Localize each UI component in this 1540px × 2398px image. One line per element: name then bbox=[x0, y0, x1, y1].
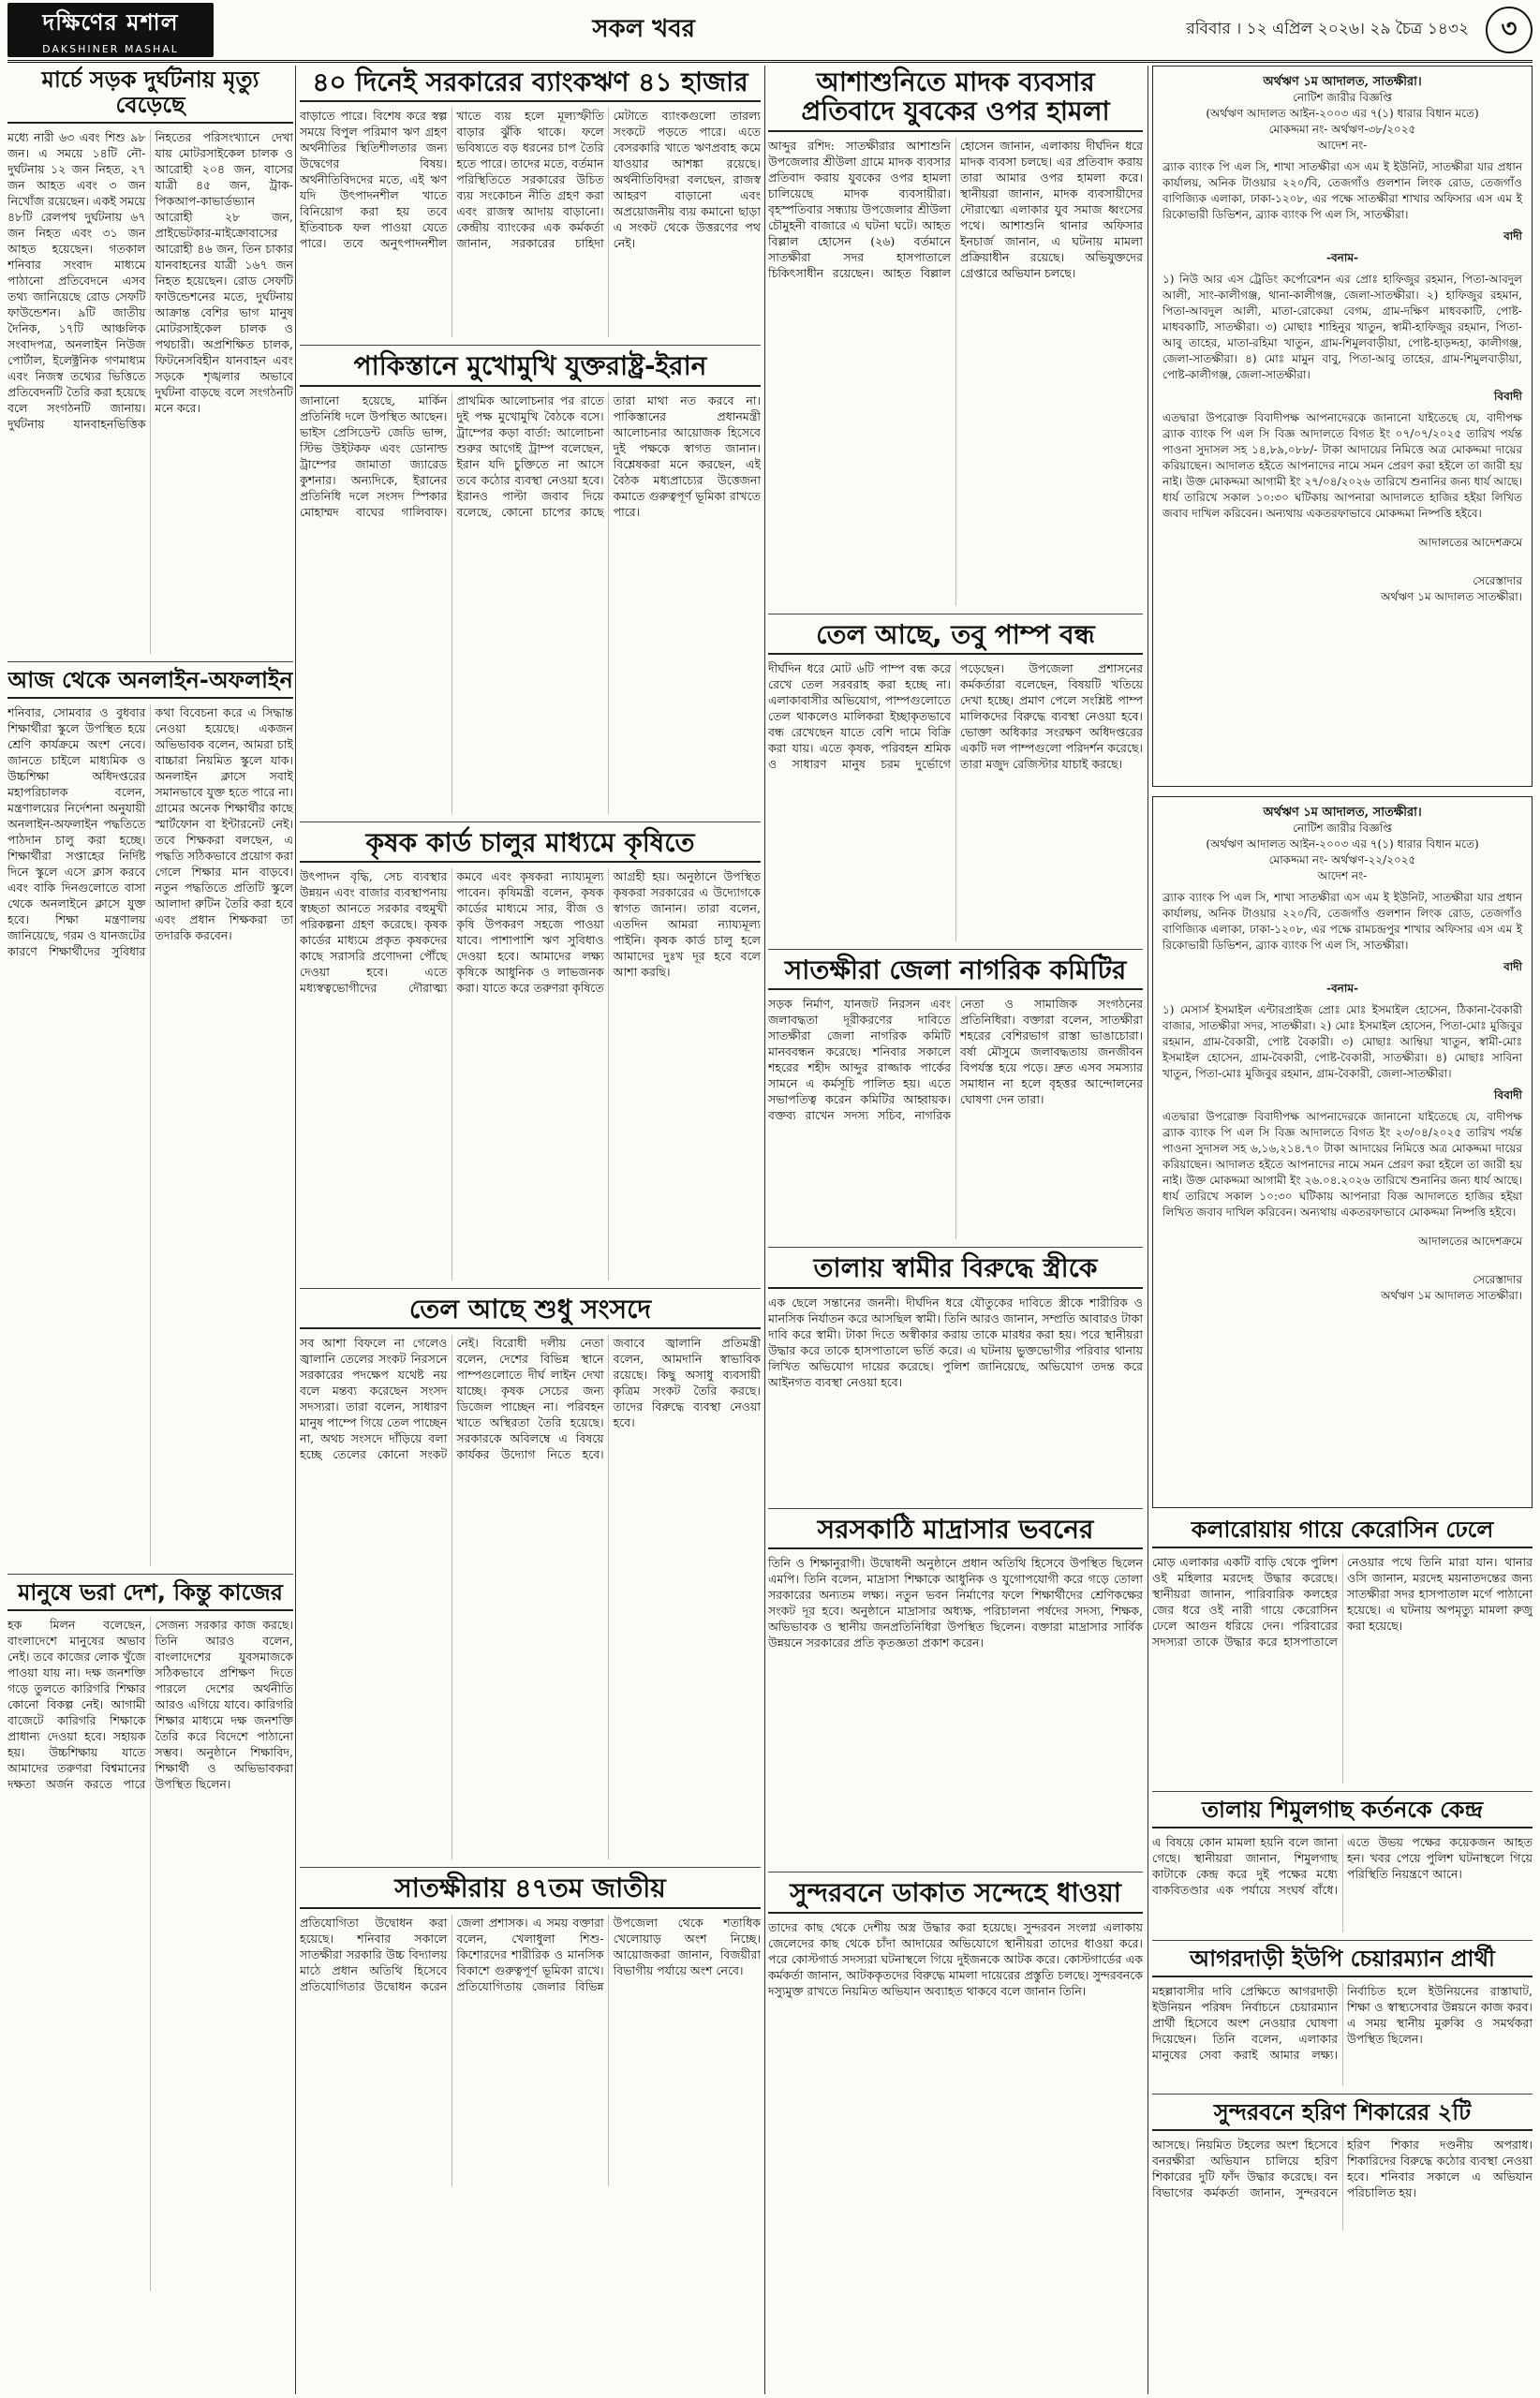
notice-defendant-role: বিবাদী bbox=[1493, 390, 1522, 403]
headline: আগরদাড়ী ইউপি চেয়ারম্যান প্রার্থী bbox=[1190, 1945, 1495, 1972]
headline: সাতক্ষীরা জেলা নাগরিক কমিটির bbox=[784, 955, 1127, 986]
notice-sign-clerk: সেরেস্তাদার bbox=[1473, 1273, 1522, 1286]
article-body: মধ্যে নারী ৬৩ এবং শিশু ৯৮ জন। এ সময়ে ১৪টি নৌ-দুর্ঘটনায় ১২ জন নিহত, ২৭ জন আহত এবং ৩ জন নিখোঁজ রয়েছেন। একই সময়ে ৪৮টি রেলপথ দুর্ঘটনায় ৬৭ জন নিহত এবং ৩১ জন আহত হয়েছেন। গতকাল শনিবার সংবাদ মাধ্যমে পাঠানো প্রতিবেদনে এসব তথ্য জানিয়েছে রোড সেফটি ফাউন্ডেশন। ৯টি জাতীয় দৈনিক, ১৭টি আঞ্চলিক সংবাদপত্র, অনলাইন নিউজ পোর্টাল, ইলেক্ট্রনিক গণমাধ্যম এবং নিজস্ব তথ্যের ভিত্তিতে প্রতিবেদনটি তৈরি করা হয়েছে বলে সংগঠনটি জানায়। দুর্ঘটনায় যানবাহনভিত্তিক নিহতের পরিসংখ্যানে দেখা যায় মোটরসাইকেল চালক ও আরোহী ২০৪ জন, বাসের যাত্রী ৪৫ জন, ট্রাক-পিকআপ-কাভার্ডভ্যান আরোহী ২৮ জন, প্রাইভেটকার-মাইক্রোবাসের আরোহী ৪৬ জন, তিন চাকার যানবাহনের যাত্রী ১৬৭ জন নিহত হয়েছেন। রোড সেফটি ফাউন্ডেশনের মতে, দুর্ঘটনায় আক্রান্ত বেশির ভাগ মানুষ মোটরসাইকেল চালক ও পথচারী। অপ্রশিক্ষিত চালক, ফিটনেসবিহীন যানবাহন এবং সড়কে শৃঙ্খলার অভাবে দুর্ঘটনা বাড়ছে বলে সংগঠনটি মনে করে। bbox=[7, 129, 293, 431]
notice-act: (অর্থঋণ আদালত আইন-২০০৩ এর ৭(১) ধারার বিধান মতে) bbox=[1206, 837, 1479, 851]
divider bbox=[300, 1907, 761, 1909]
article-road-accidents bbox=[7, 67, 293, 654]
article-madrasa-building bbox=[768, 1515, 1143, 1864]
divider bbox=[1152, 1976, 1533, 1977]
article-agardari-candidate bbox=[1152, 1947, 1533, 2086]
column-3 bbox=[768, 66, 1143, 2189]
divider bbox=[768, 1508, 1143, 1509]
legal-notice-1 bbox=[1152, 66, 1533, 787]
article-body: আসছে। নিয়মিত টহলের অংশ হিসেবে বনরক্ষীরা অভিযান চালিয়ে হরিণ শিকারের দুটি ফাঁদ উদ্ধার করেছে। বন বিভাগের কর্মকর্তা জানান, সুন্দরবনে হরিণ শিকার দণ্ডনীয় অপরাধ। শিকারিদের বিরুদ্ধে কঠোর ব্যবস্থা নেওয়া হবে। শনিবার সকালে এ অভিযান পরিচালিত হয়। bbox=[1152, 2137, 1533, 2199]
article-body: এক ছেলে সন্তানের জননী। দীর্ঘদিন ধরে যৌতুকের দাবিতে স্ত্রীকে শারীরিক ও মানসিক নির্যাতন করে আসছিল স্বামী। তিনি আরও জানান, সম্প্রতি আবারও টাকা দাবি করে স্বামী। টাকা দিতে অস্বীকার করায় তাকে মারধর করা হয়। পরে স্থানীয়রা উদ্ধার করে তাকে হাসপাতালে ভর্তি করে। এ ঘটনায় ভুক্তভোগীর পরিবার থানায় লিখিত অভিযোগ দায়ের করেছে। পুলিশ জানিয়েছে, অভিযোগ তদন্ত করে আইনগত ব্যবস্থা নেওয়া হবে। bbox=[768, 1295, 1143, 1389]
headline: তালায় স্বামীর বিরুদ্ধে স্ত্রীকে bbox=[813, 1252, 1098, 1284]
notice-defendant-role: বিবাদী bbox=[1493, 1088, 1522, 1102]
article-body: উৎপাদন বৃদ্ধি, সেচ ব্যবস্থার উন্নয়ন এবং বাজার ব্যবস্থাপনায় স্বচ্ছতা আনতে সরকার বহুমুখী পরিকল্পনা গ্রহণ করেছে। কৃষক কার্ডের মাধ্যমে প্রকৃত কৃষকদের কাছে সরাসরি প্রণোদনা পৌঁছে দেওয়া হবে। এতে মধ্যস্বত্বভোগীদের দৌরাত্ম্য কমবে এবং কৃষকরা ন্যায্যমূল্য পাবেন। কৃষিমন্ত্রী বলেন, কৃষক কার্ডের মাধ্যমে সার, বীজ ও কৃষি উপকরণ সহজে পাওয়া যাবে। পাশাপাশি ঋণ সুবিধাও দেওয়া হবে। আমাদের লক্ষ্য কৃষিকে আধুনিক ও লাভজনক করা। যাতে করে তরুণরা কৃষিতে আগ্রহী হয়। অনুষ্ঠানে উপস্থিত কৃষকরা সরকারের এ উদ্যোগকে স্বাগত জানান। তারা বলেন, এতদিন আমরা ন্যায্যমূল্য পাইনি। কৃষক কার্ড চালু হলে আমাদের দুঃখ দূর হবে বলে আশা করছি। bbox=[300, 869, 761, 996]
divider bbox=[768, 949, 1143, 950]
article-pump-closed bbox=[768, 620, 1143, 941]
headline: কলারোয়ায় গায়ে কেরোসিন ঢেলে bbox=[1191, 1517, 1494, 1543]
article-kalaroa-kerosene bbox=[1152, 1517, 1533, 1784]
divider bbox=[768, 1547, 1143, 1549]
article-body: বাড়াতে পারে। বিশেষ করে স্বল্প সময়ে বিপুল পরিমাণ ঋণ গ্রহণ অর্থনীতির স্থিতিশীলতার জন্য উদ্বেগের বিষয়। অর্থনীতিবিদদের মতে, এই ঋণ যদি উৎপাদনশীল খাতে বিনিয়োগ করা হয় তবে ইতিবাচক ফল পাওয়া যেতে পারে। তবে অনুৎপাদনশীল খাতে ব্যয় হলে মূল্যস্ফীতি বাড়ার ঝুঁকি থাকে। ফলে ভবিষ্যতে বড় ধরনের চাপ তৈরি হতে পারে। তাদের মতে, বর্তমান পরিস্থিতিতে সরকারের উচিত ব্যয় সংকোচন নীতি গ্রহণ করা এবং রাজস্ব আদায় বাড়ানো। কেন্দ্রীয় ব্যাংকের এক কর্মকর্তা জানান, সরকারের চাহিদা মেটাতে ব্যাংকগুলো তারল্য সংকটে পড়তে পারে। এতে বেসরকারি খাতে ঋণপ্রবাহ কমে যাওয়ার আশঙ্কা রয়েছে। অর্থনীতিবিদরা বলছেন, রাজস্ব আহরণ বাড়ানো এবং অপ্রয়োজনীয় ব্যয় কমানো ছাড়া এ সংকট থেকে উত্তরণের পথ নেই। bbox=[300, 109, 761, 251]
notice-case: মোকদ্দমা নং- অর্থঋণ-২২/২০২৫ bbox=[1268, 853, 1416, 866]
column-1 bbox=[7, 66, 293, 2299]
notice-plaintiff: ব্র্যাক ব্যাংক পি এল সি, শাখা সাতক্ষীরা এস এম ই ইউনিট, সাতক্ষীরা যার প্রধান কার্যালয়, অনিক টাওয়ার ২২০/বি, তেজগাঁও গুলশান লিংক রোড, তেজগাঁও বাণিজ্যিক এলাকা, ঢাকা-১২০৮, এর পক্ষে সাতক্ষীরা শাখার অফিসার এস এম ই রিকোভারী ডিভিশন, ব্র্যাক ব্যাংক পি এল সি, সাতক্ষীরা। bbox=[1162, 160, 1522, 221]
headline: তেল আছে, তবু পাম্প বন্ধ bbox=[816, 618, 1095, 650]
article-body: দীর্ঘদিন ধরে মোট ৬টি পাম্প বন্ধ করে রেখে তেল সরবরাহ করা হচ্ছে না। এলাকাবাসীর অভিযোগ, পাম্পগুলোতে তেল থাকলেও মালিকরা ইচ্ছাকৃতভাবে বন্ধ রেখেছেন যাতে বেশি দামে বিক্রি করা যায়। এতে কৃষক, পরিবহন শ্রমিক ও সাধারণ মানুষ চরম দুর্ভোগে পড়েছেন। উপজেলা প্রশাসনের কর্মকর্তারা বলেছেন, বিষয়টি খতিয়ে দেখা হচ্ছে। প্রমাণ পেলে সংশ্লিষ্ট পাম্প মালিকদের বিরুদ্ধে ব্যবস্থা নেওয়া হবে। ভোক্তা অধিকার সংরক্ষণ অধিদপ্তরের একটি দল পাম্পগুলো পরিদর্শন করেছে। তারা মজুদ রেজিস্টার যাচাই করছে। bbox=[768, 661, 1143, 772]
column-divider bbox=[764, 66, 765, 2394]
article-farmer-card bbox=[300, 828, 761, 1280]
notice-versus: -বনাম- bbox=[1326, 982, 1358, 995]
issue-date: রবিবার । ১২ এপ্রিল ২০২৬। ২৯ চৈত্র ১৪৩২ bbox=[1186, 20, 1469, 38]
notice-text: এতদ্বারা উপরোক্ত বিবাদীপক্ষ আপনাদেরকে জানানো যাইতেছে যে, বাদীপক্ষ ব্র্যাক ব্যাংক পি এল সি বিজ্ঞ আদালতে বিগত ইং ২৩/০৪/২০২৫ তারিখ পর্যন্ত পাওনা সুদাসল সহ ৬,১৬,২১৪.৭০ টাকা আদায়ের নিমিত্তে অত্র মোকদ্দমা দায়ের করিয়াছেন। আদালত হইতে আপনাদের নামে সমন প্রেরণ করা হইলে তা জারী হয় নাই। উক্ত মোকদ্দমা আগামী ইং ২৬.০৪.২০২৬ তারিখে শুনানির জন্য ধার্য আছে। ধার্য তারিখে সকাল ১০:৩০ ঘটিকায় আপনারা বিজ্ঞ আদালতে হাজির হইয়া লিখিত জবাব দাখিল করিবেন। অন্যথায় একতরফাভাবে মোকদ্দমা নিষ্পত্তি হইবে। bbox=[1162, 1110, 1522, 1219]
notice-defendants: ১) নিউ আর এস ট্রেডিং কর্পোরেশন এর প্রোঃ হাফিজুর রহমান, পিতা-আবদুল আলী, সাং-কালীগঞ্জ, থানা-কালীগঞ্জ, জেলা-সাতক্ষীরা। ২) হাফিজুর রহমান, পিতা-আবদুল আলী, মাতা-রোকেয়া বেগম, গ্রাম-দক্ষিণ মাধবকাটি, পোষ্ট-মাধবকাটি, সাতক্ষীরা। ৩) মোছাঃ শাহিনুর খাতুন, স্বামী-হাফিজুর রহমান, পিতা-আবু তাহের, মাতা-রহিমা খাতুন, গ্রাম-শিমুলবাড়ীয়া, পোষ্ট-হাড়দ্দহা, কালীগঞ্জ, জেলা-সাতক্ষীরা। ৪) মোঃ মামুন বাবু, পিতা-আবু তাহের, গ্রাম-শিমুলবাড়ীয়া, পোষ্ট-কালীগঞ্জ, জেলা-সাতক্ষীরা। bbox=[1162, 273, 1522, 381]
divider bbox=[768, 130, 1143, 132]
headline: পাকিস্তানে মুখোমুখি যুক্তরাষ্ট্র-ইরান bbox=[353, 350, 707, 382]
article-body: তিনি ও শিক্ষানুরাগী। উদ্বোধনী অনুষ্ঠানে প্রধান অতিথি হিসেবে উপস্থিত ছিলেন এমপি। তিনি বলেন, মাদ্রাসা শিক্ষাকে আধুনিক ও যুগোপযোগী করে গড়ে তোলা সরকারের অন্যতম লক্ষ্য। নতুন ভবন নির্মাণের ফলে শিক্ষার্থীদের শ্রেণিকক্ষের সংকট দূর হবে। অনুষ্ঠানে মাদ্রাসার অধ্যক্ষ, পরিচালনা পর্ষদের সদস্য, শিক্ষক, অভিভাবক ও স্থানীয় জনপ্রতিনিধিরা উপস্থিত ছিলেন। বক্তারা মাদ্রাসার সার্বিক উন্নয়নে সরকারের প্রতি কৃতজ্ঞতা প্রকাশ করেন। bbox=[768, 1556, 1143, 1650]
page-number: ৩ bbox=[1486, 7, 1533, 53]
divider bbox=[300, 1288, 761, 1289]
divider bbox=[300, 100, 761, 102]
logo-bangla: দক্ষিণের মশাল bbox=[42, 8, 179, 36]
headline: আশাশুনিতে মাদক ব্যবসার প্রতিবাদে যুবকের ওপর হামলা bbox=[801, 67, 1110, 127]
column-divider bbox=[295, 66, 296, 2394]
notice-plaintiff-role: বাদী bbox=[1503, 229, 1522, 243]
notice-kind: নোটিশ জারীর বিজ্ঞপ্তি bbox=[1293, 91, 1392, 104]
divider bbox=[1152, 1791, 1533, 1792]
divider bbox=[1152, 2094, 1533, 2095]
notice-sign-court: অর্থঋণ ১ম আদালত সাতক্ষীরা। bbox=[1381, 1289, 1522, 1302]
divider bbox=[768, 1912, 1143, 1914]
article-citizen-committee bbox=[768, 955, 1143, 1239]
masthead bbox=[7, 0, 1533, 63]
article-body: মোড় এলাকার একটি বাড়ি থেকে পুলিশ ওই মহিলার মরদেহ উদ্ধার করেছে। স্থানীয়রা জানান, পারিবারিক কলহের জের ধরে ওই নারী গায়ে কেরোসিন ঢেলে আগুন ধরিয়ে দেন। পরিবারের সদস্যরা তাকে উদ্ধার করে হাসপাতালে নেওয়ার পথে তিনি মারা যান। থানার ওসি জানান, মরদেহ ময়নাতদন্তের জন্য সাতক্ষীরা সদর হাসপাতাল মর্গে পাঠানো হয়েছে। এ ঘটনায় অপমৃত্যু মামলা রুজু করা হয়েছে। bbox=[1152, 1554, 1533, 1649]
logo-english: DAKSHINER MASHAL bbox=[42, 42, 179, 55]
notice-versus: -বনাম- bbox=[1326, 251, 1358, 264]
article-body: সড়ক নির্মাণ, যানজট নিরসন এবং জলাবদ্ধতা দূরীকরণের দাবিতে সাতক্ষীরা জেলা নাগরিক কমিটি মানববন্ধন করেছে। শনিবার সকালে শহরের শহীদ আব্দুর রাজ্জাক পার্কের সামনে এ কর্মসূচি পালিত হয়। এতে সভাপতিত্ব করেন কমিটির আহ্বায়ক। বক্তব্য রাখেন সদস্য সচিব, নাগরিক নেতা ও সামাজিক সংগঠনের প্রতিনিধিরা। বক্তারা বলেন, সাতক্ষীরা শহরের বেশিরভাগ রাস্তা ভাঙাচোরা। বর্ষা মৌসুমে জলাবদ্ধতায় জনজীবন বিপর্যস্ত হয়ে পড়ে। দ্রুত এসব সমস্যার সমাধান না হলে বৃহত্তর আন্দোলনের ঘোষণা দেন তারা। bbox=[768, 997, 1143, 1123]
notice-kind: নোটিশ জারীর বিজ্ঞপ্তি bbox=[1293, 822, 1392, 835]
divider bbox=[300, 345, 761, 346]
notice-case: মোকদ্দমা নং- অর্থঋণ-৩৮/২০২৫ bbox=[1268, 123, 1416, 136]
headline: সুন্দরবনে হরিণ শিকারের ২টি bbox=[1213, 2098, 1472, 2125]
notice-sign-court: অর্থঋণ ১ম আদালত সাতক্ষীরা। bbox=[1381, 590, 1522, 603]
notice-text: এতদ্বারা উপরোক্ত বিবাদীপক্ষ আপনাদেরকে জানানো যাইতেছে যে, বাদীপক্ষ ব্র্যাক ব্যাংক পি এল সি বিজ্ঞ আদালতে বিগত ইং ০৭/০৭/২০২৫ তারিখ পর্যন্ত পাওনা সুদাসল সহ ১৪,৮৯,০৮৮/- টাকা আদায়ের নিমিত্তে অত্র মোকদ্দমা দায়ের করিয়াছেন। আদালত হইতে আপনাদের নামে সমন প্রেরণ করা হইলে তা জারী হয় নাই। উক্ত মোকদ্দমা আগামী ইং ২৭/০৪/২০২৬ তারিখে শুনানির জন্য ধার্য আছে। ধার্য তারিখে সকাল ১০:৩০ ঘটিকায় আপনারা আদালতে হাজির হইয়া লিখিত জবাব দাখিল করিবেন। অন্যথায় একতরফাভাবে মোকদ্দমা নিষ্পত্তি হইবে। bbox=[1162, 411, 1522, 520]
divider bbox=[768, 988, 1143, 990]
divider bbox=[300, 861, 761, 863]
notice-order: আদেশ নং- bbox=[1317, 869, 1368, 882]
headline: তেল আছে শুধু সংসদে bbox=[408, 1294, 652, 1325]
article-body: জানানো হয়েছে, মার্কিন প্রতিনিধি দলে উপস্থিত আছেন। ভাইস প্রেসিডেন্ট জেডি ভান্স, স্টিভ উইটকফ এবং ডোনাল্ড ট্রাম্পের জামাতা জ্যারেড কুশনার। অন্যদিকে, ইরানের প্রতিনিধি দলে সংসদ স্পিকার মোহাম্মদ বাঘের গালিবাফ। প্রাথমিক আলোচনার পর রাতে দুই পক্ষ মুখোমুখি বৈঠকে বসে। ট্রাম্পের কড়া বার্তা: আলোচনা শুরুর আগেই ট্রাম্প বলেছেন, ইরান যদি চুক্তিতে না আসে তবে কঠোর ব্যবস্থা নেওয়া হবে। ইরানও পাল্টা জবাব দিয়ে বলেছে, কোনো চাপের কাছে তারা মাথা নত করবে না। পাকিস্তানের প্রধানমন্ত্রী আলোচনার আয়োজক হিসেবে দুই পক্ষকে স্বাগত জানান। বিশ্লেষকরা মনে করছেন, এই বৈঠক মধ্যপ্রাচ্যের উত্তেজনা কমাতে গুরুত্বপূর্ণ ভূমিকা রাখতে পারে। bbox=[300, 392, 761, 519]
headline: কৃষক কার্ড চালুর মাধ্যমে কৃষিতে bbox=[365, 826, 695, 858]
column-4 bbox=[1152, 66, 1533, 2238]
headline: মার্চে সড়ক দুর্ঘটনায় মৃত্যু বেড়েছে bbox=[41, 67, 259, 118]
divider bbox=[768, 1287, 1143, 1289]
divider bbox=[300, 385, 761, 387]
article-deer-traps bbox=[1152, 2100, 1533, 2230]
article-body: এ বিষয়ে কোন মামলা হয়নি বলে জানা গেছে। স্থানীয়রা জানান, শিমুলগাছ কাটাকে কেন্দ্র করে দুই পক্ষের মধ্যে বাকবিতণ্ডার এক পর্যায়ে সংঘর্ষ বাঁধে। এতে উভয় পক্ষের কয়েকজন আহত হন। খবর পেয়ে পুলিশ ঘটনাস্থলে গিয়ে পরিস্থিতি নিয়ন্ত্রণে আনে। bbox=[1152, 1834, 1533, 1897]
divider bbox=[1152, 1547, 1533, 1548]
legal-notice-2 bbox=[1152, 796, 1533, 1508]
notice-plaintiff-role: বাদী bbox=[1503, 960, 1522, 973]
article-ashashuni-attack bbox=[768, 67, 1143, 606]
divider bbox=[1152, 1827, 1533, 1828]
notice-plaintiff: ব্র্যাক ব্যাংক পি এল সি, শাখা সাতক্ষীরা এস এম ই ইউনিট, সাতক্ষীরা যার প্রধান কার্যালয়, অনিক টাওয়ার ২২০/বি, তেজগাঁও গুলশান লিংক রোড, তেজগাঁও বাণিজ্যিক এলাকা, ঢাকা-১২০৮, এর পক্ষে রামচন্দ্রপুর শাখার অফিসার এস এম ই রিকোভারী ডিভিশন, ব্র্যাক ব্যাংক পি এল সি, সাতক্ষীরা। bbox=[1162, 891, 1522, 952]
headline: সুন্দরবনে ডাকাত সন্দেহে ধাওয়া bbox=[790, 1877, 1121, 1909]
divider bbox=[300, 1327, 761, 1329]
divider bbox=[7, 1574, 293, 1575]
newspaper-logo bbox=[7, 3, 214, 57]
headline: আজ থেকে অনলাইন-অফলাইন bbox=[7, 666, 293, 693]
article-body: প্রতিযোগিতা উদ্বোধন করা হয়েছে। শনিবার সকালে সাতক্ষীরা সরকারি উচ্চ বিদ্যালয় মাঠে প্রধান অতিথি হিসেবে প্রতিযোগিতার উদ্বোধন করেন জেলা প্রশাসক। এ সময় বক্তারা বলেন, খেলাধুলা শিশু-কিশোরদের শারীরিক ও মানসিক বিকাশে গুরুত্বপূর্ণ ভূমিকা রাখে। প্রতিযোগিতায় জেলার বিভিন্ন উপজেলা থেকে শতাধিক খেলোয়াড় অংশ নিচ্ছে। আয়োজকরা জানান, বিজয়ীরা বিভাগীয় পর্যায়ে অংশ নেবে। bbox=[300, 1915, 761, 1993]
article-skilled-workforce bbox=[7, 1580, 293, 2291]
divider bbox=[7, 1609, 293, 1611]
article-body: হক মিলন বলেছেন, বাংলাদেশে মানুষের অভাব নেই। তবে কাজের লোক খুঁজে পাওয়া যায় না। দক্ষ জনশক্তি গড়ে তুলতে কারিগরি শিক্ষার কোনো বিকল্প নেই। আগামী বাজেটে কারিগরি শিক্ষাকে প্রাধান্য দেওয়া হবে। সহায়ক হয়। উচ্চশিক্ষায় যাতে আমাদের তরুণরা বিশ্বমানের দক্ষতা অর্জন করতে পারে সেজন্য সরকার কাজ করছে। তিনি আরও বলেন, বাংলাদেশের যুবসমাজকে সঠিকভাবে প্রশিক্ষণ দিতে পারলে দেশের অর্থনীতি আরও এগিয়ে যাবে। কারিগরি শিক্ষার মাধ্যমে দক্ষ জনশক্তি তৈরি করে বিদেশে পাঠানো সম্ভব। অনুষ্ঠানে শিক্ষাবিদ, শিক্ষার্থী ও অভিভাবকরা উপস্থিত ছিলেন। bbox=[7, 1617, 293, 1791]
section-title: সকল খবর bbox=[592, 15, 695, 43]
article-us-iran bbox=[300, 351, 761, 813]
divider bbox=[300, 1867, 761, 1868]
column-2 bbox=[300, 66, 761, 2194]
divider bbox=[768, 1872, 1143, 1873]
divider bbox=[7, 697, 293, 699]
notice-order: আদেশ নং- bbox=[1317, 139, 1368, 152]
headline: তালায় শিমুলগাছ কর্তনকে কেন্দ্র bbox=[1201, 1796, 1484, 1823]
divider bbox=[7, 661, 293, 662]
headline: ৪০ দিনেই সরকারের ব্যাংকঋণ ৪১ হাজার bbox=[312, 67, 748, 97]
divider bbox=[768, 653, 1143, 655]
article-body: শনিবার, সোমবার ও বুধবার শিক্ষার্থীরা স্কুলে উপস্থিত হয়ে শ্রেণি কার্যক্রমে অংশ নেবে। জানতে চাইলে মাধ্যমিক ও উচ্চশিক্ষা অধিদপ্তরের মহাপরিচালক বলেন, মন্ত্রণালয়ের নির্দেশনা অনুযায়ী অনলাইন-অফলাইন পদ্ধতিতে পাঠদান চালু করা হচ্ছে। শিক্ষার্থীরা সপ্তাহের নির্দিষ্ট দিনে স্কুলে এসে ক্লাস করবে এবং বাকি দিনগুলোতে বাসা থেকে অনলাইনে ক্লাসে যুক্ত হবে। শিক্ষা মন্ত্রণালয় জানিয়েছে, গরম ও যানজটের কারণে শিক্ষার্থীদের সুবিধার কথা বিবেচনা করে এ সিদ্ধান্ত নেওয়া হয়েছে। একজন অভিভাবক বলেন, আমরা চাই বাচ্চারা নিয়মিত স্কুলে যাক। অনলাইন ক্লাসে সবাই সমানভাবে যুক্ত হতে পারে না। গ্রামের অনেক শিক্ষার্থীর কাছে স্মার্টফোন বা ইন্টারনেট নেই। তবে শিক্ষকরা বলছেন, এ পদ্ধতি সঠিকভাবে প্রয়োগ করা গেলে শিক্ষার মান বাড়বে। নতুন পদ্ধতিতে প্রতিটি স্কুলে আলাদা রুটিন তৈরি করা হবে এবং প্রধান শিক্ষকরা তা তদারকি করবেন। bbox=[7, 704, 293, 958]
notice-defendants: ১) মেসার্স ইসমাইল এন্টারপ্রাইজ প্রোঃ মোঃ ইসমাইল হোসেন, ঠিকানা-বৈকারী বাজার, সাতক্ষীরা সদর, সাতক্ষীরা। ২) মোঃ ইসমাইল হোসেন, পিতা-মোঃ মুজিবুর রহমান, গ্রাম-বৈকারী, পোষ্ট বৈকারী। ৩) মোছাঃ আম্বিয়া খাতুন, স্বামী-মোঃ ইসমাইল হোসেন, গ্রাম-বৈকারী, পোষ্ট-বৈকারী, সাতক্ষীরা। ৪) মোছাঃ সাবিনা খাতুন, পিতা-মোঃ মুজিবুর রহমান, গ্রাম-বৈকারী, জেলা-সাতক্ষীরা। bbox=[1162, 1003, 1522, 1080]
divider bbox=[7, 122, 293, 124]
headline: মানুষে ভরা দেশ, কিন্তু কাজের bbox=[18, 1578, 283, 1606]
notice-sign-clerk: সেরেস্তাদার bbox=[1473, 574, 1522, 587]
article-body: সব আশা বিফলে না গেলেও জ্বালানি তেলের সংকট নিরসনে সরকারের পদক্ষেপ যথেষ্ট নয় বলে মন্তব্য করেছেন সংসদ সদস্যরা। তারা বলেন, সাধারণ মানুষ পাম্পে গিয়ে তেল পাচ্ছেন না, অথচ সংসদে দাঁড়িয়ে বলা হচ্ছে তেলের কোনো সংকট নেই। বিরোধী দলীয় নেতা বলেন, দেশের বিভিন্ন স্থানে পাম্পগুলোতে দীর্ঘ লাইন দেখা যাচ্ছে। কৃষক সেচের জন্য ডিজেল পাচ্ছেন না। পরিবহন খাতে অস্থিরতা তৈরি হয়েছে। সরকারকে অবিলম্বে এ বিষয়ে কার্যকর উদ্যোগ নিতে হবে। জবাবে জ্বালানি প্রতিমন্ত্রী বলেন, আমদানি স্বাভাবিক রয়েছে। কিছু অসাধু ব্যবসায়ী কৃত্রিম সংকট তৈরি করছে। তাদের বিরুদ্ধে ব্যবস্থা নেওয়া হবে। bbox=[300, 1336, 761, 1462]
divider bbox=[768, 1247, 1143, 1248]
article-body: আব্দুর রশিদ: সাতক্ষীরার আশাশুনি উপজেলার শ্রীউলা গ্রামে মাদক ব্যবসার প্রতিবাদ করায় যুবকের ওপর হামলা চালিয়েছে মাদক ব্যবসায়ীরা। বৃহস্পতিবার সন্ধ্যায় উপজেলার শ্রীউলা চৌমুহনী বাজারে এ ঘটনা ঘটে। আহত বিল্লাল হোসেন (২৬) বর্তমানে সাতক্ষীরা সদর হাসপাতালে চিকিৎসাধীন রয়েছেন। আহত বিল্লাল হোসেন জানান, এলাকায় দীর্ঘদিন ধরে মাদক ব্যবসা চলছে। এর প্রতিবাদ করায় তারা আমার ওপর হামলা করে। স্থানীয়রা জানান, মাদক ব্যবসায়ীদের দৌরাত্ম্যে এলাকার যুব সমাজ ধ্বংসের পথে। আশাশুনি থানার অফিসার ইনচার্জ জানান, এ ঘটনায় মামলা প্রক্রিয়াধীন রয়েছে। অভিযুক্তদের গ্রেপ্তারে অভিযান চলছে। bbox=[768, 138, 1143, 280]
headline: সাতক্ষীরায় ৪৭তম জাতীয় bbox=[394, 1873, 666, 1904]
article-tala-tree bbox=[1152, 1798, 1533, 1932]
notice-sign-order: আদালতের আদেশক্রমে bbox=[1418, 1235, 1522, 1248]
article-online-offline bbox=[7, 668, 293, 1566]
article-body: মহল্লাবাসীর দাবি প্রেক্ষিতে আগরদাড়ী ইউনিয়ন পরিষদ নির্বাচনে চেয়ারম্যান প্রার্থী হিসেবে অংশ নেওয়ার ঘোষণা দিয়েছেন। তিনি বলেন, এলাকার মানুষের সেবা করাই আমার লক্ষ্য। নির্বাচিত হলে ইউনিয়নের রাস্তাঘাট, শিক্ষা ও স্বাস্থ্যসেবার উন্নয়নে কাজ করব। এ সময় স্থানীয় মুরুব্বি ও সমর্থকরা উপস্থিত ছিলেন। bbox=[1152, 1983, 1533, 2062]
article-satkhira-national bbox=[300, 1873, 761, 2185]
notice-act: (অর্থঋণ আদালত আইন-২০০৩ এর ৭(১) ধারার বিধান মতে) bbox=[1206, 107, 1479, 120]
article-tala-wife bbox=[768, 1253, 1143, 1500]
article-oil-parliament bbox=[300, 1295, 761, 1859]
notice-court: অর্থঋণ ১ম আদালত, সাতক্ষীরা। bbox=[1263, 75, 1422, 89]
divider bbox=[1152, 1940, 1533, 1941]
article-body: তাদের কাছ থেকে দেশীয় অস্ত্র উদ্ধার করা হয়েছে। সুন্দরবন সংলগ্ন এলাকায় জেলেদের কাছ থেকে চাঁদা আদায়ের অভিযোগে স্থানীয়রা তাদের ধাওয়া করে। পরে কোস্টগার্ড সদস্যরা ঘটনাস্থলে গিয়ে দুইজনকে আটক করে। কোস্টগার্ডের এক কর্মকর্তা জানান, আটককৃতদের বিরুদ্ধে মামলা দায়েরের প্রস্তুতি চলছে। সুন্দরবনকে দস্যুমুক্ত রাখতে নিয়মিত অভিযান অব্যাহত থাকবে বলে জানান তিনি। bbox=[768, 1919, 1143, 1998]
divider bbox=[1152, 2129, 1533, 2131]
notice-court: অর্থঋণ ১ম আদালত, সাতক্ষীরা। bbox=[1263, 806, 1422, 820]
notice-sign-order: আদালতের আদেশক্রমে bbox=[1418, 536, 1522, 549]
headline: সরসকাঠি মাদ্রাসার ভবনের bbox=[817, 1513, 1094, 1545]
article-bank-loan bbox=[300, 67, 761, 337]
article-sundarban-robbers bbox=[768, 1878, 1143, 2181]
